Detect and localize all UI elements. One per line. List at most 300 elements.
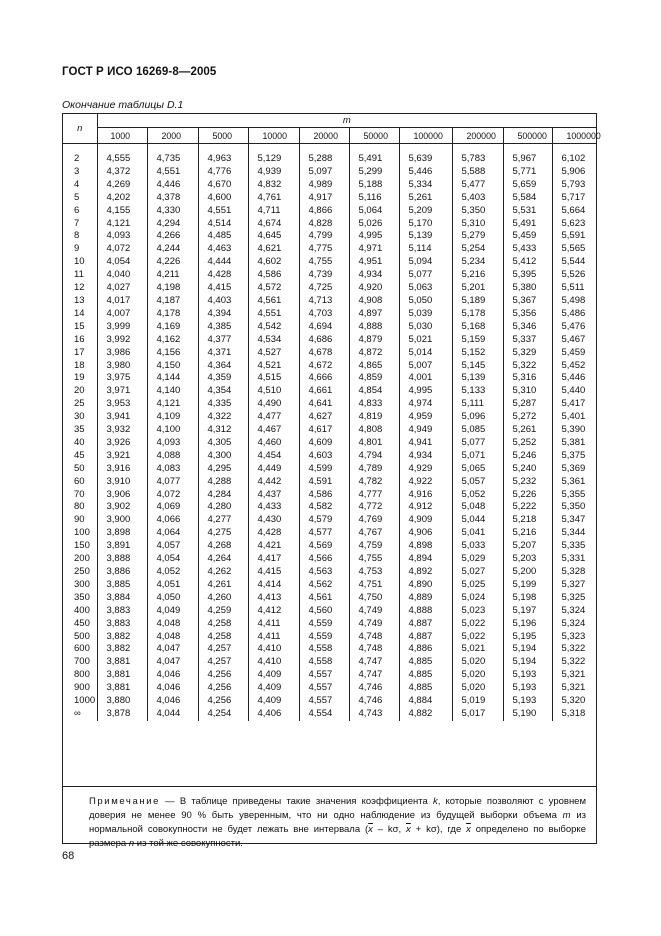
value-cell: 5,007	[399, 360, 452, 373]
value-cell: 4,077	[147, 476, 198, 489]
value-cell: 5,246	[503, 450, 552, 463]
value-cell: 5,222	[503, 501, 552, 514]
value-cell: 4,916	[399, 489, 452, 502]
value-cell: 4,437	[248, 489, 299, 502]
value-cell: 4,256	[198, 695, 248, 708]
data-table-frame	[62, 113, 601, 849]
value-cell: 4,743	[349, 708, 399, 721]
value-cell: 5,116	[349, 192, 399, 205]
value-cell: 5,299	[349, 166, 399, 179]
value-cell: 5,321	[561, 669, 586, 681]
value-cell: 5,022	[452, 618, 503, 631]
value-cell: 5,544	[561, 256, 586, 268]
m-header-cell: 100000	[399, 128, 452, 144]
value-cell: 5,196	[503, 618, 552, 631]
n-column-header: n	[63, 114, 97, 144]
value-cell: 4,995	[349, 230, 399, 243]
value-cell: 5,048	[452, 501, 503, 514]
table-row	[63, 579, 596, 592]
value-cell: 4,711	[248, 205, 299, 218]
value-cell: 4,558	[299, 643, 349, 656]
value-cell: 5,216	[452, 269, 503, 282]
m-header-cell: 50000	[349, 128, 399, 144]
value-cell: 4,277	[198, 514, 248, 527]
value-cell: 4,254	[198, 708, 248, 721]
table-row	[63, 243, 596, 256]
value-cell: 5,323	[561, 630, 586, 642]
value-cell: 4,735	[147, 144, 198, 166]
value-cell: 4,542	[248, 321, 299, 334]
value-cell: 4,769	[349, 514, 399, 527]
value-cell: 3,884	[97, 592, 147, 605]
value-cell: 5,401	[561, 411, 586, 423]
value-cell: 5,477	[452, 179, 503, 192]
value-cell: 4,446	[147, 179, 198, 192]
value-cell: 4,057	[147, 540, 198, 553]
value-cell: 5,310	[503, 385, 552, 398]
value-cell: 5,193	[503, 669, 552, 682]
value-cell: 4,908	[349, 295, 399, 308]
value-cell: 5,234	[452, 256, 503, 269]
n-cell: 17	[63, 347, 97, 360]
value-cell: 4,887	[399, 631, 452, 644]
note-k: k	[432, 796, 438, 807]
value-cell: 4,894	[399, 553, 452, 566]
note-text-2: , которые позволяют с уровнем доверия не менее 90 % быть уверенным, что ни одно наблюдение из будущей выборки объема	[89, 796, 587, 821]
table-row	[63, 308, 596, 321]
value-cell: 4,256	[198, 682, 248, 695]
value-cell: 4,409	[248, 695, 299, 708]
value-cell: 5,446	[399, 166, 452, 179]
value-cell: 5,261	[503, 424, 552, 437]
value-cell: 5,193	[503, 682, 552, 695]
value-cell: 5,331	[561, 553, 586, 565]
value-cell: 4,047	[147, 656, 198, 669]
value-cell: 4,257	[198, 643, 248, 656]
value-cell: 5,344	[561, 527, 586, 539]
value-cell: 4,417	[248, 553, 299, 566]
value-cell: 5,063	[399, 282, 452, 295]
value-cell: 3,883	[97, 605, 147, 618]
value-cell: 4,527	[248, 347, 299, 360]
value-cell: 4,413	[248, 592, 299, 605]
value-cell: 5,029	[452, 553, 503, 566]
table-row	[63, 179, 596, 192]
value-cell: 5,491	[503, 218, 552, 231]
value-cell: 4,739	[299, 269, 349, 282]
value-cell: 4,775	[299, 243, 349, 256]
n-cell: 18	[63, 360, 97, 373]
value-cell: 4,759	[349, 540, 399, 553]
value-cell: 5,906	[561, 165, 586, 177]
table-row	[63, 411, 596, 424]
value-cell: 4,300	[198, 450, 248, 463]
value-cell: 4,460	[248, 437, 299, 450]
value-cell: 4,088	[147, 450, 198, 463]
value-cell: 5,077	[399, 269, 452, 282]
value-cell: 4,747	[349, 669, 399, 682]
value-cell: 4,897	[349, 308, 399, 321]
table-row	[63, 372, 596, 385]
value-cell: 4,661	[299, 385, 349, 398]
value-cell: 4,305	[198, 437, 248, 450]
value-cell: 4,603	[299, 450, 349, 463]
n-cell: 800	[63, 669, 97, 682]
value-cell: 4,906	[399, 527, 452, 540]
n-cell: 19	[63, 372, 97, 385]
value-cell: 3,881	[97, 669, 147, 682]
value-cell: 4,187	[147, 295, 198, 308]
value-cell: 5,226	[503, 489, 552, 502]
value-cell: 4,746	[349, 695, 399, 708]
note-minus-k-sigma: – kσ,	[372, 824, 407, 835]
table-row	[63, 540, 596, 553]
value-cell: 5,967	[503, 144, 552, 166]
value-cell: 4,049	[147, 605, 198, 618]
value-cell: 3,916	[97, 463, 147, 476]
value-cell: 4,833	[349, 398, 399, 411]
value-cell: 5,261	[399, 192, 452, 205]
value-cell: 3,906	[97, 489, 147, 502]
value-cell: 4,294	[147, 218, 198, 231]
value-cell: 5,369	[561, 462, 586, 474]
value-cell: 6,102	[561, 153, 586, 164]
value-cell: 4,949	[399, 424, 452, 437]
n-cell: 4	[63, 179, 97, 192]
value-cell: 4,674	[248, 218, 299, 231]
n-cell: 9	[63, 243, 97, 256]
value-cell: 4,394	[198, 308, 248, 321]
n-cell: 100	[63, 527, 97, 540]
value-cell: 5,190	[503, 708, 552, 721]
value-cell: 5,337	[503, 334, 552, 347]
value-cell: 3,885	[97, 579, 147, 592]
value-cell: 4,761	[248, 192, 299, 205]
value-cell: 4,385	[198, 321, 248, 334]
value-cell: 4,047	[147, 643, 198, 656]
value-cell: 5,017	[452, 708, 503, 721]
n-cell: 90	[63, 514, 97, 527]
value-cell: 5,030	[399, 321, 452, 334]
value-cell: 5,019	[452, 695, 503, 708]
note-text-4: ), где	[436, 824, 467, 835]
value-cell: 5,717	[561, 191, 586, 203]
value-cell: 4,557	[299, 669, 349, 682]
note-text-3: из нормальной совокупности не будет лежать вне интервала (	[89, 810, 586, 835]
n-cell: 16	[63, 334, 97, 347]
value-cell: 4,260	[198, 592, 248, 605]
n-cell: 2	[63, 144, 97, 166]
table-row	[63, 282, 596, 295]
value-cell: 5,322	[561, 643, 586, 655]
value-cell: 4,449	[248, 463, 299, 476]
value-cell: 5,252	[503, 437, 552, 450]
table-row	[63, 166, 596, 179]
value-cell: 4,572	[248, 282, 299, 295]
value-cell: 4,888	[349, 321, 399, 334]
value-cell: 4,832	[248, 179, 299, 192]
n-cell: 450	[63, 618, 97, 631]
note-xbar-3: $\overline{x}$	[466, 824, 471, 835]
n-cell: 12	[63, 282, 97, 295]
value-cell: 5,188	[349, 179, 399, 192]
value-cell: 5,197	[503, 605, 552, 618]
value-cell: 4,561	[299, 592, 349, 605]
note-text-6: из той же совокупности.	[134, 838, 243, 849]
value-cell: 5,321	[561, 682, 586, 694]
value-cell: 4,433	[248, 501, 299, 514]
value-cell: 4,202	[97, 192, 147, 205]
m-header-cell: 10000	[248, 128, 299, 144]
value-cell: 4,027	[97, 282, 147, 295]
table-row	[63, 695, 596, 708]
value-cell: 3,898	[97, 527, 147, 540]
value-cell: 4,083	[147, 463, 198, 476]
value-cell: 5,218	[503, 514, 552, 527]
n-cell: 300	[63, 579, 97, 592]
value-cell: 4,920	[349, 282, 399, 295]
value-cell: 5,486	[561, 307, 586, 319]
value-cell: 4,442	[248, 476, 299, 489]
value-cell: 3,878	[97, 708, 147, 721]
value-cell: 5,588	[452, 166, 503, 179]
value-cell: 5,771	[503, 166, 552, 179]
value-cell: 4,415	[248, 566, 299, 579]
value-cell: 5,152	[452, 347, 503, 360]
value-cell: 4,040	[97, 269, 147, 282]
value-cell: 4,939	[248, 166, 299, 179]
value-cell: 5,591	[561, 230, 586, 242]
note-n: n	[128, 838, 135, 849]
value-cell: 3,883	[97, 618, 147, 631]
value-cell: 5,200	[503, 566, 552, 579]
value-cell: 5,356	[503, 308, 552, 321]
n-cell: 350	[63, 592, 97, 605]
table-row	[63, 489, 596, 502]
value-cell: 4,579	[299, 514, 349, 527]
table-row	[63, 398, 596, 411]
n-cell: 8	[63, 230, 97, 243]
n-cell: 60	[63, 476, 97, 489]
value-cell: 3,926	[97, 437, 147, 450]
value-cell: 4,109	[147, 411, 198, 424]
value-cell: 4,562	[299, 579, 349, 592]
value-cell: 4,198	[147, 282, 198, 295]
value-cell: 4,430	[248, 514, 299, 527]
document-header: ГОСТ Р ИСО 16269-8—2005	[62, 66, 217, 78]
table-row	[63, 708, 596, 721]
value-cell: 4,941	[399, 437, 452, 450]
value-cell: 4,054	[97, 256, 147, 269]
value-cell: 5,020	[452, 669, 503, 682]
value-cell: 5,194	[503, 643, 552, 656]
value-cell: 4,934	[349, 269, 399, 282]
value-cell: 4,934	[399, 450, 452, 463]
value-cell: 4,591	[299, 476, 349, 489]
value-cell: 4,882	[399, 708, 452, 721]
value-cell: 4,557	[299, 682, 349, 695]
value-cell: 5,322	[503, 360, 552, 373]
value-cell: 4,959	[399, 411, 452, 424]
value-cell: 4,001	[399, 372, 452, 385]
value-cell: 5,446	[561, 372, 586, 384]
value-cell: 4,121	[147, 398, 198, 411]
value-cell: 5,412	[503, 256, 552, 269]
value-cell: 4,582	[299, 501, 349, 514]
table-row	[63, 514, 596, 527]
value-cell: 4,703	[299, 308, 349, 321]
value-cell: 5,094	[399, 256, 452, 269]
value-cell: 4,670	[198, 179, 248, 192]
value-cell: 4,403	[198, 295, 248, 308]
value-cell: 5,350	[452, 205, 503, 218]
value-cell: 4,150	[147, 360, 198, 373]
value-cell: 4,046	[147, 682, 198, 695]
value-cell: 3,910	[97, 476, 147, 489]
value-cell: 4,989	[299, 179, 349, 192]
value-cell: 5,459	[503, 230, 552, 243]
value-cell: 5,459	[561, 346, 586, 358]
value-cell: 4,406	[248, 708, 299, 721]
value-cell: 4,421	[248, 540, 299, 553]
m-group-header: m	[97, 114, 596, 128]
value-cell: 5,390	[561, 424, 586, 436]
value-cell: 5,526	[561, 269, 586, 281]
value-cell: 3,882	[97, 631, 147, 644]
value-cell: 4,066	[147, 514, 198, 527]
value-cell: 5,328	[561, 566, 586, 577]
value-cell: 5,170	[399, 218, 452, 231]
value-cell: 4,586	[248, 269, 299, 282]
value-cell: 4,485	[198, 230, 248, 243]
value-cell: 3,886	[97, 566, 147, 579]
n-cell: 25	[63, 398, 97, 411]
value-cell: 3,881	[97, 656, 147, 669]
value-cell: 4,748	[349, 631, 399, 644]
value-cell: 4,749	[349, 605, 399, 618]
value-cell: 4,444	[198, 256, 248, 269]
table-body	[63, 144, 596, 721]
value-cell: 5,057	[452, 476, 503, 489]
n-cell: ∞	[63, 708, 97, 721]
value-cell: 4,586	[299, 489, 349, 502]
value-cell: 5,531	[503, 205, 552, 218]
value-cell: 4,559	[299, 618, 349, 631]
value-cell: 4,069	[147, 501, 198, 514]
m-values-header-row	[63, 128, 596, 144]
value-cell: 5,195	[503, 631, 552, 644]
table-row	[63, 463, 596, 476]
value-cell: 4,515	[248, 372, 299, 385]
n-cell: 70	[63, 489, 97, 502]
value-cell: 4,072	[97, 243, 147, 256]
table-row	[63, 385, 596, 398]
value-cell: 4,411	[248, 618, 299, 631]
value-cell: 3,888	[97, 553, 147, 566]
value-cell: 4,072	[147, 489, 198, 502]
value-cell: 4,330	[147, 205, 198, 218]
value-cell: 5,014	[399, 347, 452, 360]
value-cell: 4,599	[299, 463, 349, 476]
value-cell: 4,259	[198, 605, 248, 618]
table-row	[63, 501, 596, 514]
table-row	[63, 295, 596, 308]
value-cell: 4,048	[147, 618, 198, 631]
value-cell: 3,953	[97, 398, 147, 411]
value-cell: 5,052	[452, 489, 503, 502]
n-cell: 400	[63, 605, 97, 618]
table-row	[63, 269, 596, 282]
value-cell: 5,511	[561, 282, 585, 294]
value-cell: 5,021	[399, 334, 452, 347]
value-cell: 4,262	[198, 566, 248, 579]
value-cell: 5,324	[561, 604, 586, 616]
value-cell: 4,256	[198, 669, 248, 682]
n-cell: 10	[63, 256, 97, 269]
value-cell: 5,417	[561, 398, 586, 410]
value-cell: 4,463	[198, 243, 248, 256]
table-row	[63, 205, 596, 218]
value-cell: 5,021	[452, 643, 503, 656]
value-cell: 4,211	[147, 269, 198, 282]
value-cell: 5,279	[452, 230, 503, 243]
value-cell: 5,334	[399, 179, 452, 192]
value-cell: 4,892	[399, 566, 452, 579]
value-cell: 4,052	[147, 566, 198, 579]
value-cell: 5,361	[561, 475, 586, 487]
n-cell: 45	[63, 450, 97, 463]
value-cell: 4,156	[147, 347, 198, 360]
value-cell: 4,747	[349, 656, 399, 669]
value-cell: 5,584	[503, 192, 552, 205]
value-cell: 5,287	[503, 398, 552, 411]
value-cell: 3,902	[97, 501, 147, 514]
n-cell: 13	[63, 295, 97, 308]
value-cell: 4,750	[349, 592, 399, 605]
value-cell: 5,027	[452, 566, 503, 579]
value-cell: 5,476	[561, 320, 586, 332]
value-cell: 5,327	[561, 578, 586, 590]
value-cell: 4,477	[248, 411, 299, 424]
value-cell: 5,097	[299, 166, 349, 179]
value-cell: 5,467	[561, 333, 586, 345]
value-cell: 4,917	[299, 192, 349, 205]
value-cell: 4,725	[299, 282, 349, 295]
value-cell: 4,335	[198, 398, 248, 411]
value-cell: 4,244	[147, 243, 198, 256]
value-cell: 4,621	[248, 243, 299, 256]
n-cell: 14	[63, 308, 97, 321]
table-row	[63, 192, 596, 205]
value-cell: 4,554	[299, 708, 349, 721]
value-cell: 3,992	[97, 334, 147, 347]
value-cell: 4,551	[147, 166, 198, 179]
value-cell: 4,627	[299, 411, 349, 424]
m-header-cell: 1000000	[552, 128, 596, 144]
value-cell: 4,284	[198, 489, 248, 502]
value-cell: 4,748	[349, 643, 399, 656]
value-cell: 4,261	[198, 579, 248, 592]
value-cell: 5,201	[452, 282, 503, 295]
value-cell: 5,065	[452, 463, 503, 476]
value-cell: 4,275	[198, 527, 248, 540]
value-cell: 4,617	[299, 424, 349, 437]
value-cell: 5,024	[452, 592, 503, 605]
value-cell: 4,889	[399, 592, 452, 605]
m-header-cell: 2000	[147, 128, 198, 144]
m-header-cell: 500000	[503, 128, 552, 144]
value-cell: 5,085	[452, 424, 503, 437]
